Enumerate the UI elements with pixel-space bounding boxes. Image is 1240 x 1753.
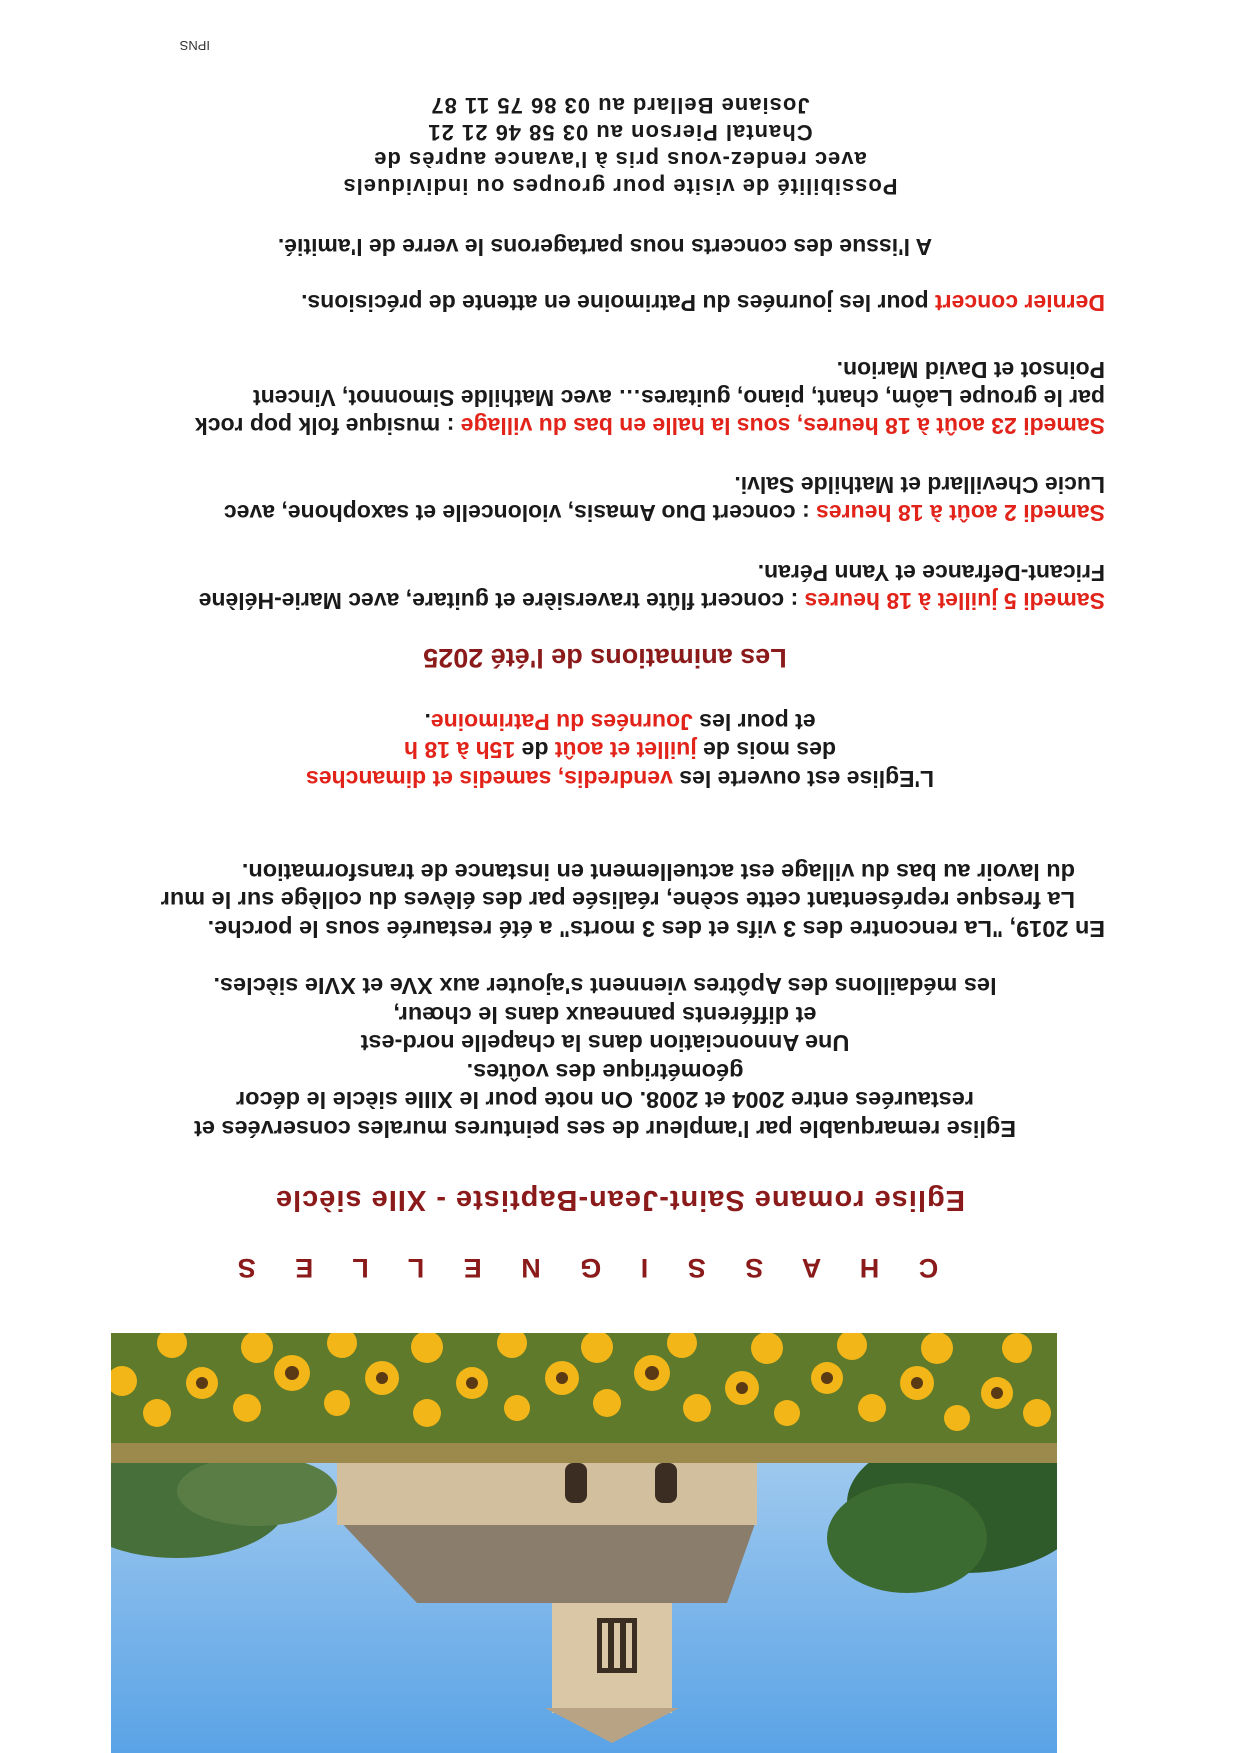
description-line: les médaillons des Apôtres viennent s'ajouter aux XVe et XVIe siècles.	[213, 973, 997, 1000]
church-title: Eglise romane Saint-Jean-Baptiste - XIIe siècle	[274, 1184, 966, 1216]
event-line: Poinsot et David Marion.	[836, 357, 1105, 383]
ipns-mention: IPNS	[179, 38, 210, 53]
group-visits-info	[0, 92, 1240, 200]
event-text: : concert Duo Amasis, violoncelle et saxophone, avec	[223, 500, 817, 526]
porch-note-line: La fresque représentant cette scène, réalisée par des élèves du collège sur le mur	[160, 887, 1075, 914]
event-line: Fricant-Defrance et Yann Péran.	[757, 560, 1105, 586]
church-description	[125, 972, 1085, 1143]
description-line: Une Annonciation dans la chapelle nord-est	[360, 1030, 850, 1057]
porch-note-line: du lavoir au bas du village est actuellement en instance de transformation.	[241, 859, 1075, 885]
visits-line: avec rendez-vous pris à l'avance auprès de	[373, 147, 867, 172]
event-line	[115, 499, 1105, 527]
event-line	[115, 412, 1105, 440]
event-date: Samedi 23 août à 18 heures, sous la halle en bas du village	[460, 413, 1105, 439]
event-date: Samedi 2 août à 18 heures	[816, 500, 1105, 526]
opening-months: juillet et août	[554, 737, 697, 764]
description-line: et différents panneaux dans le chœur,	[393, 1002, 817, 1028]
opening-middle: de	[515, 737, 555, 764]
last-concert-label: Dernier concert	[934, 290, 1105, 316]
event-line: par le groupe Laôm, chant, piano, guitares… avec Mathilde Simonnot, Vincent	[253, 385, 1105, 411]
porch-fresco-note	[145, 858, 1105, 944]
contact-phone: Josiane Bellard au 03 86 75 11 87	[430, 93, 810, 118]
opening-days: vendredis, samedis et dimanches	[305, 766, 673, 792]
last-concert-text: pour les journées du Patrimoine en attente de précisions.	[301, 290, 935, 316]
summer-events-title: Les animations de l'été 2025	[423, 643, 787, 673]
church-sunflower-photo	[111, 1333, 1057, 1753]
opening-prefix: des mois de	[696, 737, 837, 764]
village-name: C H A S S I G N E L L E S	[221, 1253, 939, 1283]
last-concert-note	[115, 289, 1105, 317]
description-line: Eglise remarquable par l'ampleur de ses peintures murales conservées et	[194, 1116, 1016, 1142]
opening-line-heritage	[155, 708, 1085, 737]
opening-line-months	[155, 736, 1085, 765]
visits-line: Possibilité de visite pour groupes ou individuels	[342, 174, 898, 199]
opening-hours	[155, 708, 1085, 794]
opening-heritage-days: Journées du Patrimoine	[430, 709, 693, 735]
event-text: : concert flûte traversière et guitare, avec Marie-Hélène	[198, 588, 805, 614]
event-item	[115, 356, 1105, 440]
event-line: Lucie Chevillard et Mathilde Salvi.	[734, 472, 1105, 498]
description-line: géométrique des voûtes.	[466, 1059, 744, 1085]
event-text: : musique folk pop rock	[194, 413, 461, 439]
event-date: Samedi 5 juillet à 18 heures	[804, 588, 1105, 614]
opening-hours-range: 15h à 18 h	[403, 737, 516, 764]
event-line	[115, 587, 1105, 615]
event-item	[115, 471, 1105, 527]
opening-line-days	[155, 765, 1085, 794]
opening-prefix: et pour les	[692, 709, 816, 735]
opening-prefix: L'Eglise est ouverte les	[672, 766, 935, 792]
porch-note-line: En 2019, "La rencontre des 3 vifs et des 3 morts" a été restaurée sous le porche.	[207, 916, 1105, 942]
opening-suffix: .	[424, 709, 431, 735]
description-line: restaurées entre 2004 et 2008. On note pour le XIIIe siècle le décor	[236, 1087, 974, 1114]
contact-phone: Chantal Pierson au 03 58 46 21 21	[427, 120, 813, 145]
event-item	[115, 559, 1105, 615]
friendship-note: A l'issue des concerts nous partagerons le verre de l'amitié.	[277, 234, 933, 260]
